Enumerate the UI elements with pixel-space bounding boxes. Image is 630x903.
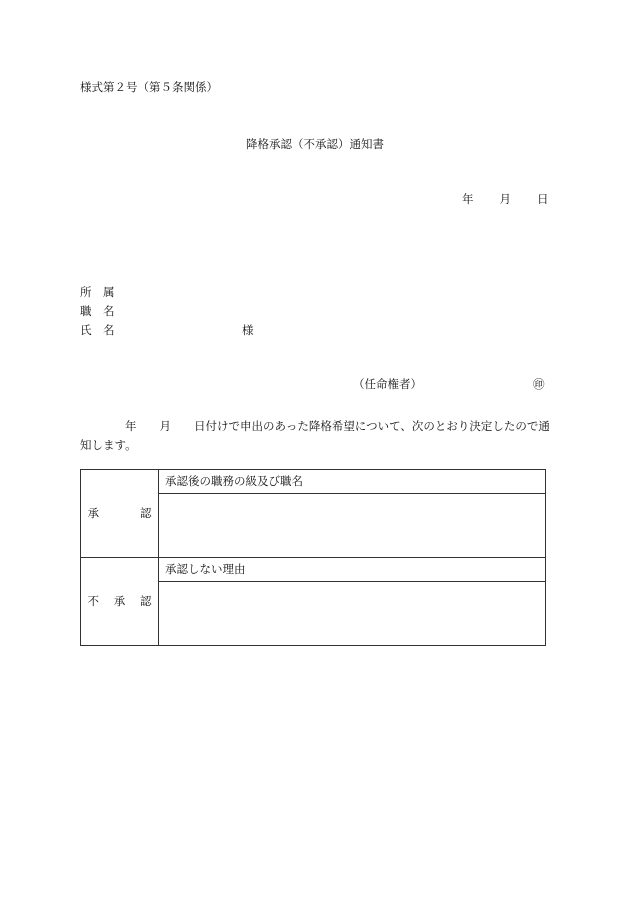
approve-char-1: 承: [87, 505, 99, 520]
seal-mark: ㊞: [533, 377, 545, 391]
recipient-post-label: 職 名: [80, 304, 115, 318]
recipient-name-label: 氏 名: [80, 323, 115, 337]
date-day: 日: [537, 192, 549, 206]
date-month: 月: [499, 192, 511, 206]
form-number: 様式第２号（第５条関係）: [80, 80, 218, 94]
disapprove-header: 承認しない理由: [159, 558, 546, 582]
disapprove-label-cell: [81, 558, 159, 646]
honorific: 様: [242, 323, 254, 337]
disapprove-entry-field[interactable]: [159, 582, 546, 646]
disapprove-char-1: 不: [87, 593, 99, 608]
document-title: 降格承認（不承認）通知書: [246, 137, 384, 151]
approve-label: [87, 505, 152, 520]
notice-body-text: 年 月 日付けで申出のあった降格希望について、次のとおり決定したので通知します。: [80, 419, 550, 452]
approve-label-cell: [81, 470, 159, 558]
approve-entry-field[interactable]: [159, 494, 546, 558]
disapprove-char-3: 認: [140, 593, 152, 608]
decision-table: [80, 469, 546, 646]
recipient-affiliation-label: 所 属: [80, 285, 115, 299]
approve-char-2: 認: [140, 505, 152, 520]
disapprove-char-2: 承: [113, 593, 126, 608]
date-line: [462, 194, 549, 206]
disapprove-label: [87, 593, 152, 608]
appointing-authority: （任命権者）: [353, 377, 422, 391]
date-year: 年: [462, 192, 474, 206]
approve-header: 承認後の職務の級及び職名: [159, 470, 546, 494]
notice-body: [80, 417, 550, 455]
